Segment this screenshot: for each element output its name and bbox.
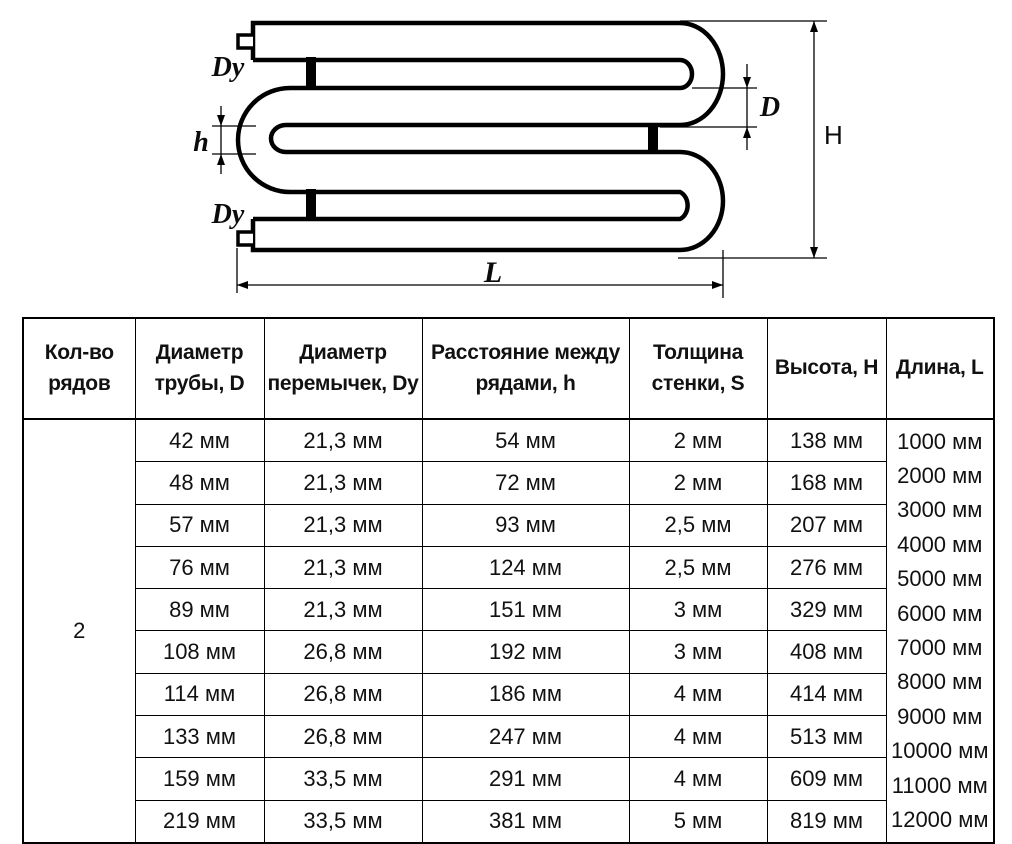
cell-h: 192 мм [422,631,629,673]
h-arrow-up-icon [217,154,225,165]
header-height: Высота, H [767,318,886,419]
cell-s: 2 мм [629,419,767,462]
cell-d: 42 мм [135,419,264,462]
row-count-value: 2 [23,419,135,843]
length-item: 5000 мм [897,566,983,592]
length-item: 2000 мм [897,462,983,488]
cell-dy: 26,8 мм [264,716,422,758]
table-row [23,504,994,546]
table-row [23,462,994,504]
stub-bottom [238,232,253,245]
length-item: 9000 мм [897,703,983,729]
cell-s: 4 мм [629,673,767,715]
jumper-middle-right [648,123,658,154]
cell-dy: 21,3 мм [264,589,422,631]
cell-s: 3 мм [629,631,767,673]
cell-dy: 33,5 мм [264,758,422,800]
length-arrow-right-icon [712,281,723,289]
dimension-label-dy-bottom: Dy [211,199,245,230]
cell-height: 329 мм [767,589,886,631]
cell-height: 168 мм [767,462,886,504]
header-wall-thickness: Толщина стенки, S [629,318,767,419]
cell-h: 247 мм [422,716,629,758]
jumper-bottom-left [306,189,316,221]
spec-table [22,317,995,844]
cell-h: 54 мм [422,419,629,462]
height-arrow-down-icon [810,247,818,258]
cell-s: 3 мм [629,589,767,631]
register-diagram-svg [0,0,1012,312]
cell-d: 76 мм [135,546,264,588]
cell-d: 159 мм [135,758,264,800]
header-row-count: Кол-во рядов [23,318,135,419]
cell-h: 151 мм [422,589,629,631]
cell-d: 114 мм [135,673,264,715]
length-item: 12000 мм [890,807,989,833]
dimension-height [678,21,827,258]
dimension-label-h: h [193,127,209,158]
d-arrow-down-icon [743,77,751,88]
length-item: 8000 мм [897,669,983,695]
cell-d: 57 мм [135,504,264,546]
table-row [23,673,994,715]
cell-dy: 21,3 мм [264,546,422,588]
cell-height: 276 мм [767,546,886,588]
table-row [23,631,994,673]
cell-d: 133 мм [135,716,264,758]
cell-s: 4 мм [629,716,767,758]
cell-s: 5 мм [629,800,767,843]
h-arrow-down-icon [217,115,225,126]
cell-height: 414 мм [767,673,886,715]
cell-d: 108 мм [135,631,264,673]
dimension-d [660,64,757,150]
cell-d: 89 мм [135,589,264,631]
length-item: 7000 мм [897,634,983,660]
cell-h: 124 мм [422,546,629,588]
table-row [23,716,994,758]
length-item: 1000 мм [897,428,983,454]
cell-height: 138 мм [767,419,886,462]
cell-h: 381 мм [422,800,629,843]
cell-dy: 26,8 мм [264,631,422,673]
cell-height: 609 мм [767,758,886,800]
stub-top [238,35,253,48]
header-pipe-diameter: Диаметр трубы, D [135,318,264,419]
dimension-label-dy-top: Dy [211,52,245,83]
height-arrow-up-icon [810,21,818,32]
length-list-cell [886,419,994,843]
header-row [23,318,994,419]
cell-d: 219 мм [135,800,264,843]
cell-height: 408 мм [767,631,886,673]
table-row [23,758,994,800]
cell-height: 819 мм [767,800,886,843]
cell-dy: 26,8 мм [264,673,422,715]
cell-h: 93 мм [422,504,629,546]
dimension-label-height: H [824,120,843,150]
table-row [23,546,994,588]
length-item: 3000 мм [897,497,983,523]
header-length: Длина, L [886,318,994,419]
cell-s: 2,5 мм [629,504,767,546]
dimension-length [237,248,723,298]
length-item: 4000 мм [897,531,983,557]
cell-h: 186 мм [422,673,629,715]
cell-height: 513 мм [767,716,886,758]
cell-height: 207 мм [767,504,886,546]
cell-d: 48 мм [135,462,264,504]
register-diagram [0,0,1012,312]
cell-dy: 33,5 мм [264,800,422,843]
cell-s: 2 мм [629,462,767,504]
cell-dy: 21,3 мм [264,419,422,462]
header-jumper-diameter: Диаметр перемычек, Dy [264,318,422,419]
table-row [23,589,994,631]
jumper-top-left [306,57,316,90]
length-item: 11000 мм [891,772,988,798]
cell-s: 4 мм [629,758,767,800]
cell-s: 2,5 мм [629,546,767,588]
length-item: 10000 мм [890,738,989,764]
cell-dy: 21,3 мм [264,462,422,504]
cell-h: 72 мм [422,462,629,504]
cell-h: 291 мм [422,758,629,800]
header-row-distance: Расстояние между рядами, h [422,318,629,419]
length-item: 6000 мм [897,600,983,626]
dimension-label-length: L [483,256,503,289]
cell-dy: 21,3 мм [264,504,422,546]
dimension-label-d: D [759,92,781,123]
table-row [23,419,994,462]
d-arrow-up-icon [743,127,751,138]
length-arrow-left-icon [237,281,248,289]
